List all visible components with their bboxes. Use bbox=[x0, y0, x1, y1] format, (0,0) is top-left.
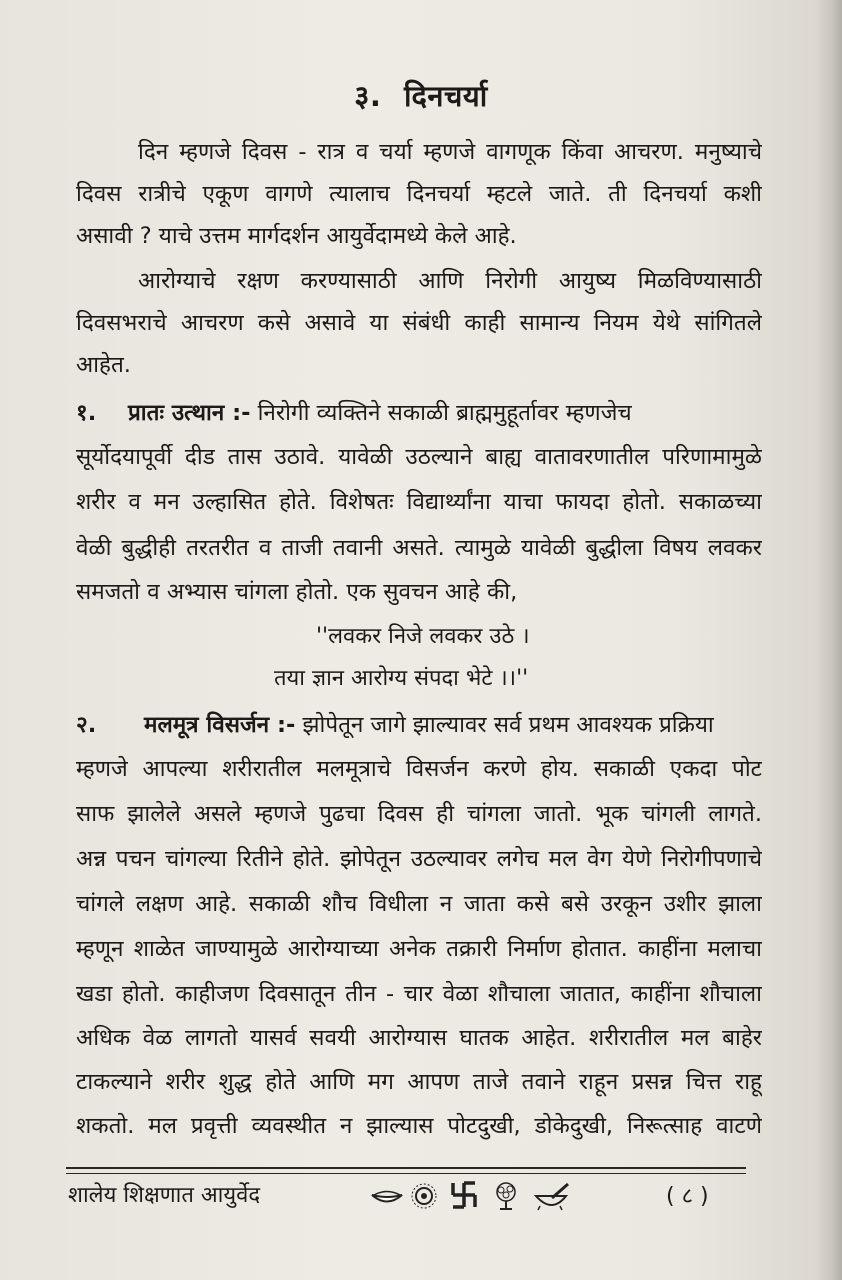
text-line: टाकल्याने शरीर शुद्ध होते आणि मग आपण ताजे तवाने राहून प्रसन्न चित्त राहू bbox=[76, 1069, 762, 1095]
text-line: आहेत. bbox=[76, 352, 131, 378]
chapter-title bbox=[0, 76, 842, 115]
text-line: दिन म्हणजे दिवस - रात्र व चर्या म्हणजे वागणूक किंवा आचरण. मनुष्याचे bbox=[138, 139, 762, 165]
section-2-number: २. bbox=[76, 712, 97, 738]
footer-rule-thin bbox=[66, 1173, 746, 1174]
text-line: वेळी बुद्धीही तरतरीत व ताजी तवानी असते. त्यामुळे यावेळी बुद्धीला विषय लवकर bbox=[76, 535, 762, 561]
section-1-heading-line bbox=[76, 393, 762, 433]
footer-rule bbox=[66, 1167, 746, 1169]
text-line: खडा होतो. काहीजण दिवसातून तीन - चार वेळा शौचाला जातात, काहींना शौचाला bbox=[76, 981, 762, 1007]
section-1-heading: प्रातः उत्थान :- bbox=[128, 400, 251, 426]
footer-book-title: शालेय शिक्षणात आयुर्वेद bbox=[68, 1183, 261, 1208]
section-1-number: १. bbox=[76, 400, 97, 426]
text-line: चांगले लक्षण आहे. सकाळी शौच विधीला न जाता कसे बसे उरकून उशीर झाला bbox=[76, 891, 762, 917]
text-line: अन्न पचन चांगल्या रितीने होते. झोपेतून उठल्यावर लगेच मल वेग येणे निरोगीपणाचे bbox=[76, 846, 762, 872]
text-line: समजतो व अभ्यास चांगला होतो. एक सुवचन आहे की, bbox=[76, 579, 518, 605]
text-line: सूर्योदयापूर्वी दीड तास उठावे. यावेळी उठल्याने बाह्य वातावरणातील परिणामामुळे bbox=[76, 444, 762, 470]
text-line: साफ झालेले असले म्हणजे पुढचा दिवस ही चांगला जातो. भूक चांगली लागते. bbox=[76, 801, 762, 827]
chapter-number: ३. bbox=[354, 79, 382, 113]
section-2-first-line: झोपेतून जागे झाल्यावर सर्व प्रथम आवश्यक प्रक्रिया bbox=[295, 712, 714, 738]
page-spine-shadow bbox=[816, 0, 842, 1280]
tree-icon bbox=[490, 1180, 522, 1212]
lamp-icon bbox=[370, 1180, 404, 1210]
text-line: असावी ? याचे उत्तम मार्गदर्शन आयुर्वेदामध्ये केले आहे. bbox=[76, 223, 517, 249]
section-2-heading: मलमूत्र विसर्जन :- bbox=[144, 712, 296, 738]
text-line: आरोग्याचे रक्षण करण्यासाठी आणि निरोगी आयुष्य मिळविण्यासाठी bbox=[138, 268, 762, 294]
chapter-name: दिनचर्या bbox=[403, 79, 488, 113]
text-line: शकतो. मल प्रवृत्ती व्यवस्थीत न झाल्यास पोटदुखी, डोकेदुखी, निरूत्साह वाटणे bbox=[76, 1113, 762, 1139]
verse-line-2: तया ज्ञान आरोग्य संपदा भेटे ।।'' bbox=[274, 666, 529, 691]
swastika-icon bbox=[450, 1180, 478, 1210]
section-2-heading-line bbox=[76, 705, 762, 745]
section-1-first-line: निरोगी व्यक्तिने सकाळी ब्राह्ममुहूर्तावर म्हणजेच bbox=[250, 400, 632, 426]
text-line: अधिक वेळ लागतो यासर्व सवयी आरोग्यास घातक आहेत. शरीरातील मल बाहेर bbox=[76, 1025, 762, 1051]
text-line: दिवसभराचे आचरण कसे असावे या संबंधी काही सामान्य नियम येथे सांगितले bbox=[76, 310, 762, 336]
sun-icon bbox=[408, 1180, 440, 1212]
page-number: ( ८ ) bbox=[666, 1184, 709, 1209]
text-line: शरीर व मन उल्हासित होते. विशेषतः विद्यार्थ्यांना याचा फायदा होतो. सकाळच्या bbox=[76, 489, 762, 515]
text-line: दिवस रात्रीचे एकूण वागणे त्यालाच दिनचर्या म्हटले जाते. ती दिनचर्या कशी bbox=[76, 181, 762, 207]
mortar-pestle-icon bbox=[532, 1180, 572, 1212]
text-line: म्हणजे आपल्या शरीरातील मलमूत्राचे विसर्जन करणे होय. सकाळी एकदा पोट bbox=[76, 756, 762, 782]
verse-line-1: ''लवकर निजे लवकर उठे । bbox=[316, 624, 530, 649]
text-line: म्हणून शाळेत जाण्यामुळे आरोग्याच्या अनेक तक्रारी निर्माण होतात. काहींना मलाचा bbox=[76, 936, 762, 962]
